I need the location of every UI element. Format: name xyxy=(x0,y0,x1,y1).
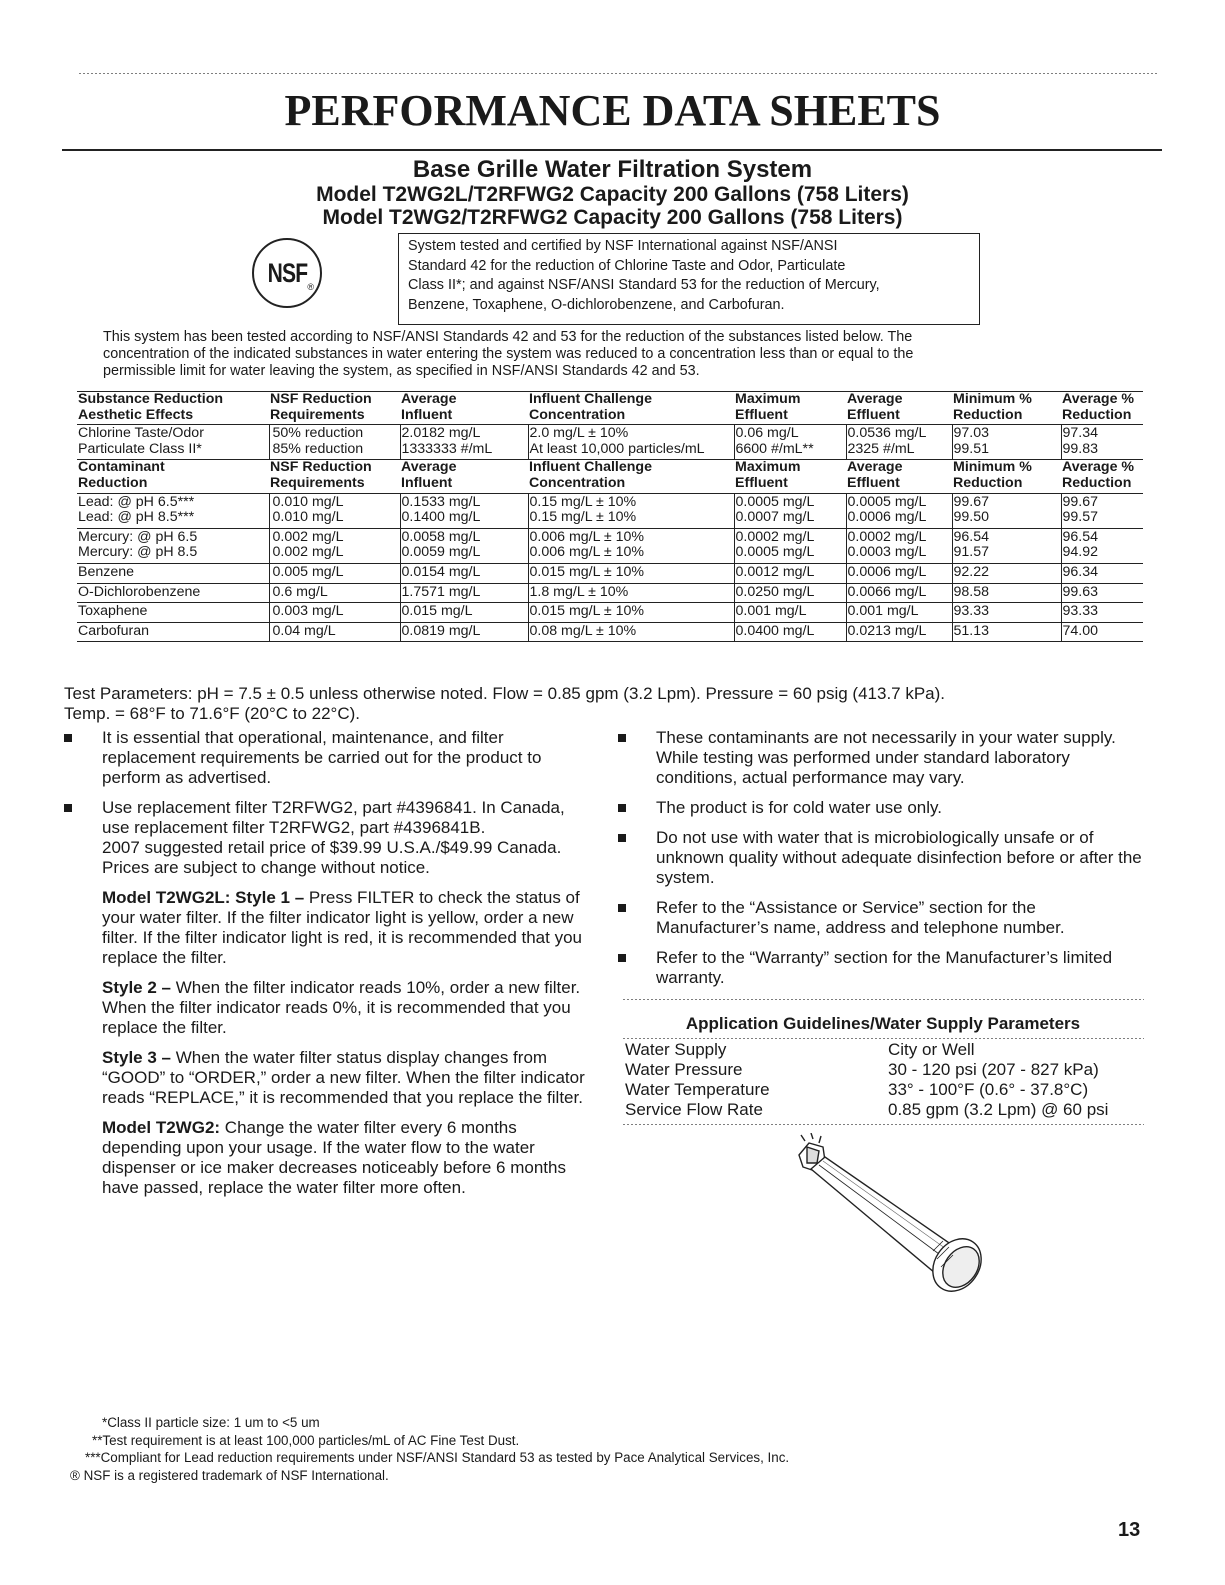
cell-line: 0.1400 mg/L xyxy=(401,509,481,526)
table-row xyxy=(622,1100,1144,1120)
table-cell xyxy=(1061,460,1143,493)
cell-line: 2.0 mg/L ± 10% xyxy=(529,425,629,442)
footnotes xyxy=(70,1414,1070,1484)
application-title: Application Guidelines/Water Supply Parameters xyxy=(685,1014,1081,1033)
cell-line: Benzene xyxy=(78,563,135,580)
table-cell xyxy=(77,528,269,563)
bullet-square-icon xyxy=(618,904,626,912)
table-cell xyxy=(846,603,952,623)
cell-line: Maximum xyxy=(735,391,801,407)
bullet-text: The product is for cold water use only. xyxy=(656,798,942,817)
cell-line: Carbofuran xyxy=(78,622,149,639)
footnote: *Class II particle size: 1 um to <5 um xyxy=(102,1415,320,1430)
cell-line: Substance Reduction xyxy=(78,391,224,407)
certification-box xyxy=(398,233,980,325)
table-cell xyxy=(1061,603,1143,623)
cell-line: 0.0003 mg/L xyxy=(847,544,927,561)
param-value: 30 - 120 psi (207 - 827 kPa) xyxy=(888,1060,1099,1079)
cell-line: 99.50 xyxy=(953,509,990,526)
water-filter-illustration xyxy=(785,1133,995,1293)
cell-line: Influent xyxy=(401,406,453,423)
test-parameters xyxy=(64,684,1164,724)
model-t2wg2-label: Model T2WG2: xyxy=(102,1118,221,1137)
model-line-1: Model T2WG2L/T2RFWG2 Capacity 200 Gallons (758 Liters) xyxy=(316,183,909,206)
cell-line: 0.0066 mg/L xyxy=(847,583,927,600)
param-value: 0.85 gpm (3.2 Lpm) @ 60 psi xyxy=(888,1100,1109,1119)
test-parameters-line: Test Parameters: pH = 7.5 ± 0.5 unless otherwise noted. Flow = 0.85 gpm (3.2 Lpm). Pressure = 60 psig (413.7 kPa). xyxy=(64,684,946,703)
certification-line: Class II*; and against NSF/ANSI Standard 53 for the reduction of Mercury, xyxy=(408,277,880,293)
cell-line: 0.006 mg/L ± 10% xyxy=(529,544,645,561)
table-cell xyxy=(528,460,734,493)
list-item xyxy=(618,728,1146,788)
cell-line: 0.005 mg/L xyxy=(272,563,344,580)
footnote: **Test requirement is at least 100,000 particles/mL of AC Fine Test Dust. xyxy=(92,1432,520,1448)
table-row xyxy=(77,425,1143,460)
cell-line: Toxaphene xyxy=(78,603,148,620)
style-2-paragraph xyxy=(64,978,594,1038)
table-cell xyxy=(846,563,952,583)
table-cell xyxy=(400,622,528,642)
table-cell xyxy=(269,603,400,623)
nsf-logo-registered-mark: ® xyxy=(307,282,314,292)
cell-line: 0.010 mg/L xyxy=(272,509,344,526)
param-value: 33° - 100°F (0.6° - 37.8°C) xyxy=(888,1080,1089,1099)
cell-line: Contaminant xyxy=(78,459,165,476)
nsf-logo xyxy=(252,238,322,308)
cell-line: Particulate Class II* xyxy=(78,440,202,457)
table-cell xyxy=(952,460,1061,493)
table-cell xyxy=(528,392,734,425)
cell-line: 0.0012 mg/L xyxy=(735,563,815,580)
cell-line: 0.001 mg/L xyxy=(735,603,807,620)
cell-line: Average % xyxy=(1062,391,1135,407)
test-parameters-line: Temp. = 68°F to 71.6°F (20°C to 22°C). xyxy=(64,704,361,723)
table-cell xyxy=(400,603,528,623)
cell-line: O-Dichlorobenzene xyxy=(78,583,201,600)
style-1-paragraph xyxy=(64,888,594,968)
bullet-square-icon xyxy=(64,734,72,742)
cell-line: Lead: @ pH 8.5*** xyxy=(78,509,195,526)
table-cell xyxy=(400,425,528,460)
cell-line: 0.04 mg/L xyxy=(272,622,336,639)
param-label: Water Temperature xyxy=(625,1080,770,1099)
cell-line: Effluent xyxy=(847,474,900,491)
cell-line: Reduction xyxy=(1062,474,1132,491)
table-cell xyxy=(77,392,269,425)
table-cell xyxy=(269,583,400,603)
list-item xyxy=(618,948,1146,988)
cell-line: 93.33 xyxy=(953,603,990,620)
cell-line: 0.0006 mg/L xyxy=(847,563,927,580)
style-1-label: Model T2WG2L: Style 1 – xyxy=(102,888,305,907)
table-cell xyxy=(1061,493,1143,528)
cell-line: 99.83 xyxy=(1062,440,1099,457)
cell-line: 0.15 mg/L ± 10% xyxy=(529,509,637,526)
performance-table xyxy=(77,391,1143,642)
model-t2wg2-text: Change the water filter every 6 months depending upon your usage. If the water flow to the water dispenser or ice maker decreases noticeably before 6 months have passed, replace the water filter more often. xyxy=(102,1118,566,1197)
bullet-square-icon xyxy=(64,804,72,812)
cell-line: 0.15 mg/L ± 10% xyxy=(529,493,637,510)
table-cell xyxy=(269,563,400,583)
cell-line: 0.0005 mg/L xyxy=(735,544,815,561)
intro-line: This system has been tested according to NSF/ANSI Standards 42 and 53 for the reduction of the substances listed below. The xyxy=(103,329,913,345)
table-cell xyxy=(528,528,734,563)
cell-line: 2325 #/mL xyxy=(847,440,915,457)
cell-line: 0.1533 mg/L xyxy=(401,493,481,510)
table-cell xyxy=(1061,528,1143,563)
cell-line: 0.06 mg/L xyxy=(735,425,799,442)
cell-line: 0.015 mg/L ± 10% xyxy=(529,563,645,580)
cell-line: 0.0059 mg/L xyxy=(401,544,481,561)
table-cell xyxy=(269,493,400,528)
table-cell xyxy=(734,493,846,528)
table-cell xyxy=(734,603,846,623)
cell-line: Concentration xyxy=(529,406,626,423)
cell-line: 0.0002 mg/L xyxy=(847,528,927,545)
table-cell xyxy=(846,493,952,528)
cell-line: 0.0006 mg/L xyxy=(847,509,927,526)
cell-line: 6600 #/mL** xyxy=(735,440,814,457)
list-item xyxy=(64,798,594,838)
cell-line: 97.34 xyxy=(1062,425,1099,442)
list-item xyxy=(64,728,594,788)
cell-line: Effluent xyxy=(847,406,900,423)
table-cell xyxy=(1061,392,1143,425)
cell-line: 0.0536 mg/L xyxy=(847,425,927,442)
cell-line: 0.015 mg/L ± 10% xyxy=(529,603,645,620)
table-cell xyxy=(400,392,528,425)
cell-line: Maximum xyxy=(735,459,801,476)
table-cell xyxy=(77,583,269,603)
bullet-text: It is essential that operational, maintenance, and filter replacement requirements be carried out for the product to perform as advertised. xyxy=(102,728,542,787)
cell-line: 99.63 xyxy=(1062,583,1099,600)
cell-line: Influent xyxy=(401,474,453,491)
certification-line: System tested and certified by NSF International against NSF/ANSI xyxy=(408,238,838,254)
table-row xyxy=(77,493,1143,528)
cell-line: Effluent xyxy=(735,406,788,423)
cell-line: 0.0213 mg/L xyxy=(847,622,927,639)
cell-line: Average xyxy=(847,459,903,476)
bullet-text: Do not use with water that is microbiologically unsafe or of unknown quality without adequate disinfection before or after the system. xyxy=(656,828,1142,887)
table-cell xyxy=(734,622,846,642)
section-headings xyxy=(0,156,1225,229)
cell-line: 51.13 xyxy=(953,622,990,639)
title-rule xyxy=(62,149,1162,151)
table-cell xyxy=(77,493,269,528)
cell-line: 0.001 mg/L xyxy=(847,603,919,620)
table-cell xyxy=(269,622,400,642)
cell-line: 99.67 xyxy=(1062,493,1099,510)
table-cell xyxy=(846,622,952,642)
cell-line: 74.00 xyxy=(1062,622,1099,639)
cell-line: Minimum % xyxy=(953,459,1032,476)
table-row xyxy=(77,583,1143,603)
table-cell xyxy=(77,603,269,623)
table-cell xyxy=(952,425,1061,460)
cell-line: 96.54 xyxy=(953,528,990,545)
cell-line: 94.92 xyxy=(1062,544,1099,561)
footnote: ***Compliant for Lead reduction requirements under NSF/ANSI Standard 53 as tested by Pace Analytical Services, Inc. xyxy=(85,1450,790,1465)
table-row xyxy=(622,1080,1144,1100)
table-cell xyxy=(952,603,1061,623)
intro-line: permissible limit for water leaving the system, as specified in NSF/ANSI Standards 42 and 53. xyxy=(103,363,700,379)
table-header-row xyxy=(77,460,1143,493)
table-row xyxy=(77,563,1143,583)
page-title: PERFORMANCE DATA SHEETS xyxy=(284,86,941,135)
application-guidelines xyxy=(622,998,1144,1126)
cell-line: 85% reduction xyxy=(272,440,364,457)
table-cell xyxy=(734,583,846,603)
cell-line: Chlorine Taste/Odor xyxy=(78,425,204,442)
param-label: Service Flow Rate xyxy=(625,1100,763,1119)
table-cell xyxy=(77,563,269,583)
table-cell xyxy=(269,528,400,563)
cell-line: 99.67 xyxy=(953,493,990,510)
table-row xyxy=(622,1060,1144,1080)
intro-paragraph xyxy=(103,329,1063,380)
cell-line: 96.54 xyxy=(1062,528,1099,545)
nsf-logo-text: NSF xyxy=(267,257,307,288)
bullet-text: Refer to the “Warranty” section for the Manufacturer’s limited warranty. xyxy=(656,948,1113,987)
table-cell xyxy=(734,460,846,493)
cell-line: Reduction xyxy=(78,474,148,491)
cell-line: 0.0154 mg/L xyxy=(401,563,481,580)
cell-line: 0.08 mg/L ± 10% xyxy=(529,622,637,639)
table-cell xyxy=(528,425,734,460)
footnote: ® NSF is a registered trademark of NSF International. xyxy=(70,1467,389,1483)
cell-line: 99.57 xyxy=(1062,509,1099,526)
table-cell xyxy=(734,528,846,563)
style-3-label: Style 3 – xyxy=(102,1048,171,1067)
bullet-text: These contaminants are not necessarily in your water supply. While testing was performed under standard laboratory conditions, actual performance may vary. xyxy=(656,728,1116,787)
param-value: City or Well xyxy=(888,1040,975,1059)
cell-line: 0.003 mg/L xyxy=(272,603,344,620)
cell-line: 0.006 mg/L ± 10% xyxy=(529,528,645,545)
cell-line: 0.0007 mg/L xyxy=(735,509,815,526)
cell-line: Concentration xyxy=(529,474,626,491)
style-2-label: Style 2 – xyxy=(102,978,171,997)
water-supply-table xyxy=(622,1040,1144,1120)
table-cell xyxy=(528,563,734,583)
cell-line: 0.0005 mg/L xyxy=(735,493,815,510)
dotted-rule xyxy=(622,998,1144,1001)
cell-line: Lead: @ pH 6.5*** xyxy=(78,493,195,510)
table-cell xyxy=(952,583,1061,603)
cell-line: Aesthetic Effects xyxy=(78,406,194,423)
table-cell xyxy=(952,528,1061,563)
table-cell xyxy=(528,622,734,642)
table-cell xyxy=(734,425,846,460)
cell-line: Minimum % xyxy=(953,391,1032,407)
table-cell xyxy=(952,622,1061,642)
cell-line: 0.002 mg/L xyxy=(272,528,344,545)
cell-line: 0.0058 mg/L xyxy=(401,528,481,545)
table-cell xyxy=(1061,425,1143,460)
table-cell xyxy=(77,622,269,642)
cell-line: 0.0005 mg/L xyxy=(847,493,927,510)
cell-line: Requirements xyxy=(270,406,365,423)
table-cell xyxy=(952,493,1061,528)
cell-line: At least 10,000 particles/mL xyxy=(529,440,705,457)
table-cell xyxy=(1061,563,1143,583)
table-cell xyxy=(400,563,528,583)
cell-line: 1333333 #/mL xyxy=(401,440,493,457)
table-cell xyxy=(846,460,952,493)
cell-line: 1.8 mg/L ± 10% xyxy=(529,583,629,600)
table-cell xyxy=(846,392,952,425)
intro-line: concentration of the indicated substances in water entering the system was reduced to a concentration less than or equal to the xyxy=(103,346,914,362)
table-cell xyxy=(734,563,846,583)
cell-line: 2.0182 mg/L xyxy=(401,425,481,442)
table-row xyxy=(622,1040,1144,1060)
table-cell xyxy=(269,460,400,493)
cell-line: 1.7571 mg/L xyxy=(401,583,481,600)
bullet-square-icon xyxy=(618,834,626,842)
bullet-text: Refer to the “Assistance or Service” section for the Manufacturer’s name, address and telephone number. xyxy=(656,898,1065,937)
cell-line: Reduction xyxy=(953,406,1023,423)
table-row xyxy=(77,528,1143,563)
table-cell xyxy=(269,392,400,425)
cell-line: 50% reduction xyxy=(272,425,364,442)
page-number: 13 xyxy=(1118,1519,1141,1541)
bullet-square-icon xyxy=(618,734,626,742)
cell-line: 98.58 xyxy=(953,583,990,600)
table-cell xyxy=(400,493,528,528)
cell-line: 0.0002 mg/L xyxy=(735,528,815,545)
table-cell xyxy=(1061,583,1143,603)
style-2-text: When the filter indicator reads 10%, order a new filter. When the filter indicator reads 0%, it is recommended that you replace the filter. xyxy=(102,978,581,1037)
style-1-text: Press FILTER to check the status of your water filter. If the filter indicator light is yellow, order a new filter. If the filter indicator light is red, it is recommended that you replace the filter. xyxy=(102,888,582,967)
table-cell xyxy=(952,392,1061,425)
param-label: Water Supply xyxy=(625,1040,727,1059)
left-column xyxy=(64,728,594,1208)
cell-line: NSF Reduction xyxy=(270,391,372,407)
cell-line: 0.0819 mg/L xyxy=(401,622,481,639)
table-cell xyxy=(77,460,269,493)
cell-line: 97.03 xyxy=(953,425,990,442)
cell-line: Average xyxy=(847,391,903,407)
cell-line: 99.51 xyxy=(953,440,990,457)
cell-line: Influent Challenge xyxy=(529,459,652,476)
table-cell xyxy=(846,583,952,603)
table-cell xyxy=(1061,622,1143,642)
bullet-text: Use replacement filter T2RFWG2, part #4396841. In Canada, use replacement filter T2RFWG2, part #4396841B. xyxy=(102,798,565,837)
cell-line: 92.22 xyxy=(953,563,990,580)
table-cell xyxy=(400,583,528,603)
cell-line: Mercury: @ pH 6.5 xyxy=(78,528,198,545)
cell-line: Average xyxy=(401,459,457,476)
dotted-rule xyxy=(622,1123,1144,1126)
table-cell xyxy=(734,392,846,425)
cell-line: Effluent xyxy=(735,474,788,491)
table-cell xyxy=(528,603,734,623)
table-cell xyxy=(846,425,952,460)
cell-line: NSF Reduction xyxy=(270,459,372,476)
cell-line: 0.002 mg/L xyxy=(272,544,344,561)
cell-line: 0.0250 mg/L xyxy=(735,583,815,600)
certification-line: Standard 42 for the reduction of Chlorine Taste and Odor, Particulate xyxy=(408,257,846,274)
style-3-paragraph xyxy=(64,1048,594,1108)
list-item xyxy=(618,898,1146,938)
table-row xyxy=(77,622,1143,642)
cell-line: Mercury: @ pH 8.5 xyxy=(78,544,198,561)
table-cell xyxy=(400,528,528,563)
cell-line: 93.33 xyxy=(1062,603,1099,620)
cell-line: 0.6 mg/L xyxy=(272,583,328,600)
cell-line: 96.34 xyxy=(1062,563,1099,580)
param-label: Water Pressure xyxy=(625,1060,743,1079)
table-header-row xyxy=(77,392,1143,425)
right-column xyxy=(618,728,1146,998)
top-dotted-rule xyxy=(78,72,1158,75)
bullet-square-icon xyxy=(618,804,626,812)
bullet-square-icon xyxy=(618,954,626,962)
cell-line: 0.015 mg/L xyxy=(401,603,473,620)
table-cell xyxy=(77,425,269,460)
model-line-2: Model T2WG2/T2RFWG2 Capacity 200 Gallons (758 Liters) xyxy=(322,206,903,229)
cell-line: Requirements xyxy=(270,474,365,491)
list-item xyxy=(618,828,1146,888)
model-t2wg2-paragraph xyxy=(64,1118,594,1198)
cell-line: Influent Challenge xyxy=(529,391,652,407)
cell-line: Average xyxy=(401,391,457,407)
table-cell xyxy=(269,425,400,460)
list-item xyxy=(618,798,1146,818)
table-cell xyxy=(528,583,734,603)
table-cell xyxy=(952,563,1061,583)
style-3-text: When the water filter status display changes from “GOOD” to “ORDER,” order a new filter. When the filter indicator reads “REPLACE,” it is recommended that you replace the filter. xyxy=(102,1048,585,1107)
table-cell xyxy=(400,460,528,493)
price-note: 2007 suggested retail price of $39.99 U.S.A./$49.99 Canada. Prices are subject to change without notice. xyxy=(102,838,562,877)
cell-line: 91.57 xyxy=(953,544,990,561)
table-row xyxy=(77,603,1143,623)
certification-line: Benzene, Toxaphene, O-dichlorobenzene, and Carbofuran. xyxy=(408,296,785,313)
cell-line: Reduction xyxy=(953,474,1023,491)
system-heading: Base Grille Water Filtration System xyxy=(412,156,813,183)
cell-line: 0.010 mg/L xyxy=(272,493,344,510)
cell-line: 0.0400 mg/L xyxy=(735,622,815,639)
cell-line: Average % xyxy=(1062,459,1135,476)
table-cell xyxy=(846,528,952,563)
table-cell xyxy=(528,493,734,528)
cell-line: Reduction xyxy=(1062,406,1132,423)
